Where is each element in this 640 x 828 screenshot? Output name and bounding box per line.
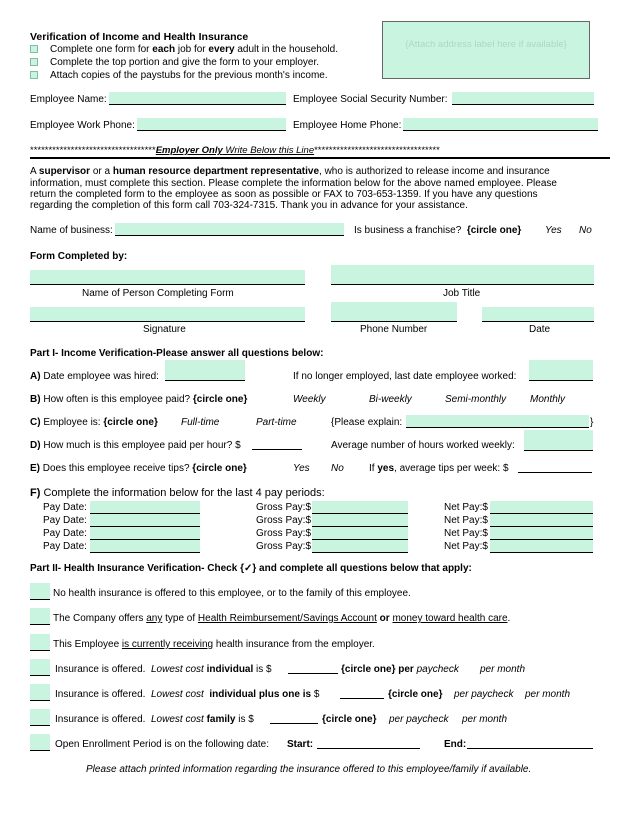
avg-tips-label: If yes, average tips per week: $ [369, 463, 509, 474]
family-per-paycheck-option[interactable]: per paycheck [389, 714, 449, 725]
phone-number-field[interactable] [331, 302, 457, 322]
avg-hours-label: Average number of hours worked weekly: [331, 440, 515, 451]
family-cost-checkbox[interactable] [30, 709, 50, 726]
date-label: Date [529, 324, 551, 335]
hourly-pay-field[interactable] [252, 449, 302, 450]
bullet-icon [30, 45, 38, 53]
net-pay-label: Net Pay:$ [444, 502, 488, 513]
phone-number-label: Phone Number [360, 324, 428, 335]
pay-date-field[interactable] [90, 540, 200, 553]
family-cost-label: Insurance is offered. Lowest cost family is $ [55, 714, 254, 725]
family-cost-field[interactable] [270, 723, 318, 724]
employee-ssn-label: Employee Social Security Number: [293, 94, 448, 105]
address-label-box[interactable]: {Attach address label here if available} [382, 21, 590, 79]
currently-insured-checkbox[interactable] [30, 634, 50, 651]
question-e: E) Does this employee receive tips? {circle one} [30, 463, 247, 474]
last-date-worked-label: If no longer employed, last date employee worked: [293, 371, 517, 382]
individual-plus-one-field[interactable] [340, 698, 384, 699]
gross-pay-label: Gross Pay:$ [256, 541, 312, 552]
form-title: Verification of Income and Health Insurance [30, 31, 249, 43]
plus-one-circle-one: {circle one} [388, 689, 443, 700]
avg-tips-field[interactable] [518, 472, 592, 473]
completer-name-label: Name of Person Completing Form [82, 288, 234, 299]
question-a: A) Date employee was hired: [30, 371, 159, 382]
employer-only-divider: **********************************Employer Only Write Below this Line********************************** [30, 145, 440, 156]
check-mark-icon: ✓ [243, 563, 253, 574]
explain-close-brace: } [590, 417, 594, 428]
business-name-label: Name of business: [30, 225, 113, 236]
date-hired-field[interactable] [165, 360, 245, 381]
pay-date-label: Pay Date: [43, 528, 87, 539]
individual-plus-one-checkbox[interactable] [30, 684, 50, 701]
tips-yes-option[interactable]: Yes [293, 463, 310, 474]
employee-name-field[interactable] [109, 92, 286, 105]
intro-line-4: regarding the completion of this form call 703-324-7315. Thank you in advance for your assistance. [30, 200, 468, 211]
enrollment-start-field[interactable] [317, 748, 420, 749]
gross-pay-label: Gross Pay:$ [256, 528, 312, 539]
end-label: End: [444, 739, 467, 750]
pay-date-label: Pay Date: [43, 541, 87, 552]
net-pay-label: Net Pay:$ [444, 541, 488, 552]
full-time-option[interactable]: Full-time [181, 417, 220, 428]
instruction-1: Complete one form for each job for every adult in the household. [30, 44, 338, 55]
part2-heading: Part II- Health Insurance Verification- Check {✓} and complete all questions below that apply: [30, 563, 472, 574]
net-pay-field[interactable] [490, 540, 593, 553]
pay-date-label: Pay Date: [43, 502, 87, 513]
part-time-option[interactable]: Part-time [256, 417, 297, 428]
net-pay-field[interactable] [490, 514, 593, 527]
net-pay-label: Net Pay:$ [444, 515, 488, 526]
signature-field[interactable] [30, 307, 305, 322]
gross-pay-field[interactable] [312, 540, 408, 553]
intro-line-1: A supervisor or a human resource department representative, who is authorized to release income and insurance [30, 166, 550, 177]
instruction-3: Attach copies of the paystubs for the previous month's income. [30, 70, 328, 81]
individual-cost-checkbox[interactable] [30, 659, 50, 676]
business-name-field[interactable] [115, 223, 344, 236]
gross-pay-field[interactable] [312, 501, 408, 514]
employee-work-phone-field[interactable] [137, 118, 286, 131]
footer-note: Please attach printed information regarding the insurance offered to this employee/family if available. [86, 764, 532, 775]
hra-checkbox[interactable] [30, 608, 50, 625]
franchise-question: Is business a franchise? {circle one} [354, 225, 522, 236]
gross-pay-label: Gross Pay:$ [256, 502, 312, 513]
individual-cost-field[interactable] [288, 673, 338, 674]
franchise-no-option[interactable]: No [579, 225, 592, 236]
no-insurance-checkbox[interactable] [30, 583, 50, 600]
tips-no-option[interactable]: No [331, 463, 344, 474]
question-b: B) How often is this employee paid? {circle one} [30, 394, 248, 405]
net-pay-field[interactable] [490, 501, 593, 514]
pay-date-field[interactable] [90, 527, 200, 540]
pay-semimonthly-option[interactable]: Semi-monthly [445, 394, 507, 405]
open-enrollment-label: Open Enrollment Period is on the following date: [55, 739, 270, 750]
pay-monthly-option[interactable]: Monthly [530, 394, 566, 405]
employee-ssn-field[interactable] [452, 92, 594, 105]
intro-line-2: information, must complete this section. Please complete the information below for the above named employee. Please [30, 178, 557, 189]
net-pay-field[interactable] [490, 527, 593, 540]
job-title-label: Job Title [443, 288, 481, 299]
question-f: F) Complete the information below for the last 4 pay periods: [30, 487, 325, 499]
pay-biweekly-option[interactable]: Bi-weekly [369, 394, 412, 405]
plus-one-per-paycheck-option[interactable]: per paycheck [454, 689, 514, 700]
franchise-yes-option[interactable]: Yes [545, 225, 562, 236]
form-completed-by-heading: Form Completed by: [30, 251, 128, 262]
pay-date-label: Pay Date: [43, 515, 87, 526]
signature-label: Signature [143, 324, 186, 335]
plus-one-per-month-option[interactable]: per month [525, 689, 571, 700]
employee-name-label: Employee Name: [30, 94, 107, 105]
gross-pay-label: Gross Pay:$ [256, 515, 312, 526]
individual-per-month-option[interactable]: per month [480, 664, 526, 675]
family-circle-one: {circle one} [322, 714, 377, 725]
currently-insured-label: This Employee is currently receiving health insurance from the employer. [53, 639, 375, 650]
enrollment-end-field[interactable] [467, 748, 593, 749]
net-pay-label: Net Pay:$ [444, 528, 488, 539]
individual-cost-label: Insurance is offered. Lowest cost individual is $ [55, 664, 272, 675]
instruction-2: Complete the top portion and give the form to your employer. [30, 57, 319, 68]
family-per-month-option[interactable]: per month [462, 714, 508, 725]
open-enrollment-checkbox[interactable] [30, 734, 50, 751]
intro-line-3: return the completed form to the employee as soon as possible or FAX to 703-653-1359. If you have any questions [30, 189, 538, 200]
part1-heading: Part I- Income Verification-Please answer all questions below: [30, 348, 324, 359]
pay-weekly-option[interactable]: Weekly [293, 394, 326, 405]
pay-date-field[interactable] [90, 501, 200, 514]
start-label: Start: [287, 739, 314, 750]
employee-home-phone-field[interactable] [403, 118, 598, 131]
individual-plus-one-label: Insurance is offered. Lowest cost individual plus one is $ [55, 689, 320, 700]
pay-date-field[interactable] [90, 514, 200, 527]
last-date-worked-field[interactable] [529, 360, 593, 381]
hra-label: The Company offers any type of Health Reimbursement/Savings Account or money toward health care. [53, 613, 511, 624]
employment-explain-field[interactable] [406, 415, 589, 428]
question-d: D) How much is this employee paid per hour? $ [30, 440, 241, 451]
job-title-field[interactable] [331, 265, 594, 285]
employee-work-phone-label: Employee Work Phone: [30, 120, 135, 131]
employee-home-phone-label: Employee Home Phone: [293, 120, 402, 131]
question-c: C) Employee is: {circle one} [30, 417, 158, 428]
completer-name-field[interactable] [30, 270, 305, 285]
bullet-icon [30, 58, 38, 66]
please-explain-label: {Please explain: [331, 417, 403, 428]
bullet-icon [30, 71, 38, 79]
date-field[interactable] [482, 307, 594, 322]
individual-circle-one: {circle one} per paycheck [341, 664, 459, 675]
avg-hours-field[interactable] [524, 430, 593, 451]
no-insurance-label: No health insurance is offered to this employee, or to the family of this employee. [53, 588, 411, 599]
section-divider-line [30, 157, 610, 159]
gross-pay-field[interactable] [312, 527, 408, 540]
gross-pay-field[interactable] [312, 514, 408, 527]
